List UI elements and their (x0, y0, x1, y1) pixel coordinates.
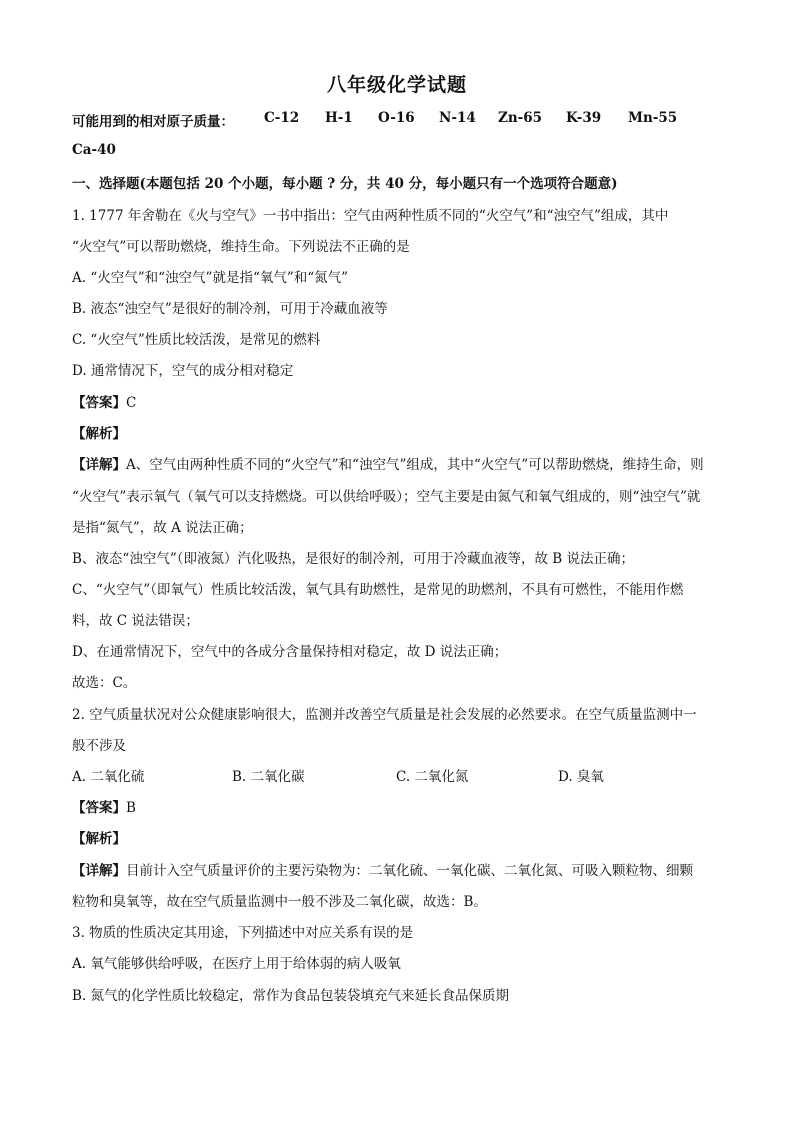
q1-option-d: D. 通常情况下，空气的成分相对稳定 (72, 363, 294, 379)
mass-item: H-1 (325, 110, 353, 126)
q2-answer (72, 796, 136, 816)
detail-tag: 【详解】 (72, 457, 126, 473)
q1-detail-line: “火空气”表示氧气（氧气可以支持燃烧。可以供给呼吸）；空气主要是由氮气和氧气组成的，则“浊空气”就 (72, 489, 701, 505)
detail-text: A、空气由两种性质不同的“火空气”和“浊空气”组成，其中“火空气”可以帮助燃烧，维持生命，则 (126, 457, 704, 473)
q1-detail-line: D、在通常情况下，空气中的各成分含量保持相对稳定，故 D 说法正确； (72, 644, 508, 660)
answer-tag: 【答案】 (72, 800, 126, 816)
mass-item: O-16 (378, 110, 415, 126)
mass-item: Mn-55 (628, 110, 678, 126)
q2-analysis-tag: 【解析】 (72, 831, 126, 847)
q2-detail-line: 粒物和臭氧等，故在空气质量监测中一般不涉及二氧化碳，故选：B。 (72, 894, 487, 910)
answer-tag: 【答案】 (72, 395, 126, 411)
q1-detail-line: 是指“氮气”，故 A 说法正确； (72, 520, 253, 536)
answer-value: B (126, 800, 136, 816)
q1-detail-line: B、液态“浊空气”（即液氮）汽化吸热，是很好的制冷剂，可用于冷藏血液等，故 B 说法正确； (72, 551, 634, 567)
q2-stem: 2. 空气质量状况对公众健康影响很大，监测并改善空气质量是社会发展的必然要求。在空气质量监测中一 (72, 707, 697, 723)
q3-option-a: A. 氧气能够供给呼吸，在医疗上用于给体弱的病人吸氧 (72, 956, 401, 972)
q1-detail-line: 料，故 C 说法错误； (72, 613, 199, 629)
mass-item-wrapped: Ca-40 (72, 142, 116, 158)
q1-stem-cont: “火空气”可以帮助燃烧，维持生命。下列说法不正确的是 (72, 239, 410, 255)
answer-value: C (126, 395, 137, 411)
q1-stem: 1. 1777 年舍勒在《火与空气》一书中指出：空气由两种性质不同的“火空气”和“浊空气”组成，其中 (72, 208, 669, 224)
atomic-masses (72, 110, 732, 130)
q2-option-b: B. 二氧化碳 (232, 769, 305, 785)
q1-option-a: A. “火空气”和“浊空气”就是指“氧气”和“氮气” (72, 270, 349, 286)
q2-options (72, 765, 712, 785)
q2-option-d: D. 臭氧 (558, 769, 604, 785)
q1-analysis-tag: 【解析】 (72, 426, 126, 442)
q2-option-c: C. 二氧化氮 (396, 769, 469, 785)
q1-conclusion: 故选：C。 (72, 675, 137, 691)
section-heading: 一、选择题(本题包括 20 个小题，每小题 ? 分，共 40 分，每小题只有一个选项符合题意) (72, 176, 618, 192)
mass-item: N-14 (439, 110, 476, 126)
detail-text: 目前计入空气质量评价的主要污染物为：二氧化硫、一氧化碳、二氧化氮、可吸入颗粒物、细颗 (126, 863, 693, 879)
q2-stem-cont: 般不涉及 (72, 738, 126, 754)
q1-option-c: C. “火空气”性质比较活泼，是常见的燃料 (72, 332, 321, 348)
q3-option-b: B. 氮气的化学性质比较稳定，常作为食品包装袋填充气来延长食品保质期 (72, 988, 510, 1004)
q2-detail (72, 859, 693, 879)
q1-option-b: B. 液态“浊空气”是很好的制冷剂，可用于冷藏血液等 (72, 301, 388, 317)
q1-answer (72, 391, 136, 411)
mass-item: Zn-65 (498, 110, 543, 126)
q2-option-a: A. 二氧化硫 (72, 769, 145, 785)
detail-tag: 【详解】 (72, 863, 126, 879)
q1-detail (72, 453, 704, 473)
masses-label: 可能用到的相对原子质量： (72, 114, 234, 130)
page-title: 八年级化学试题 (326, 74, 467, 96)
mass-item: C-12 (264, 110, 300, 126)
mass-item: K-39 (566, 110, 602, 126)
q1-detail-line: C、“火空气”（即氧气）性质比较活泼，氧气具有助燃性，是常见的助燃剂，不具有可燃性，不能用作燃 (72, 582, 684, 598)
q3-stem: 3. 物质的性质决定其用途，下列描述中对应关系有误的是 (72, 925, 414, 941)
